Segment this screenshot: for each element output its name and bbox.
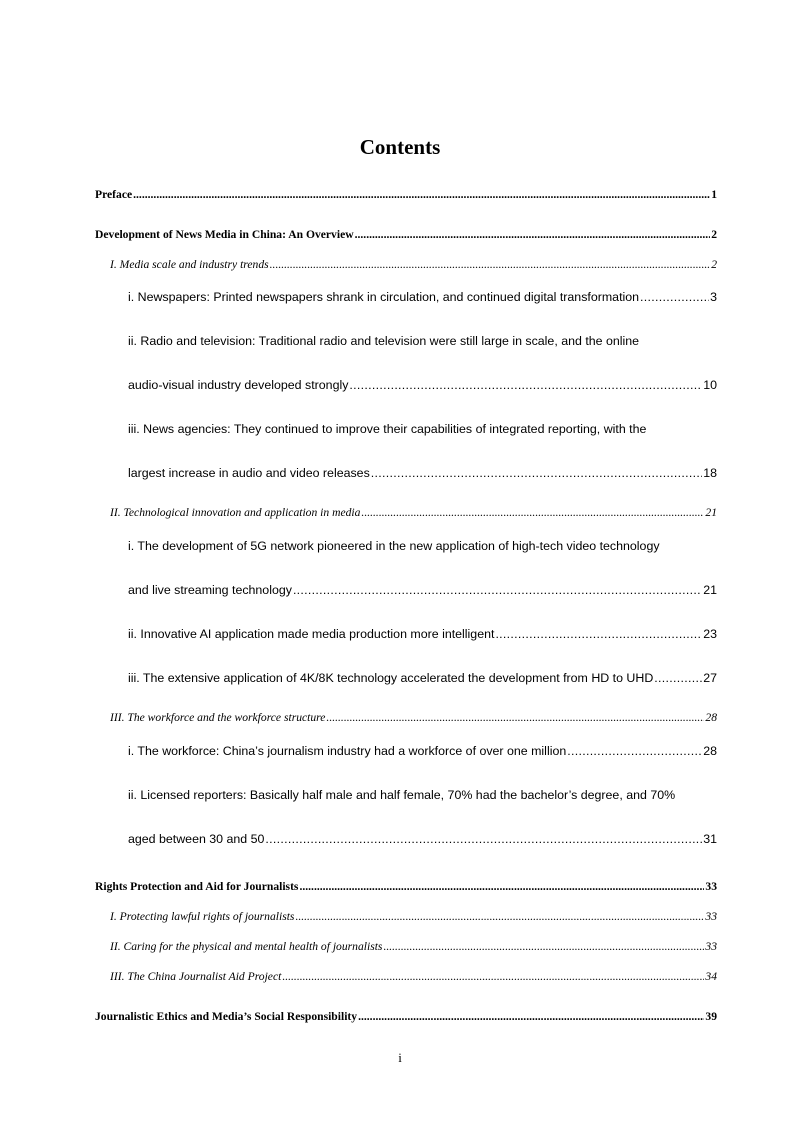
toc-entry-ai-application[interactable] bbox=[128, 627, 717, 641]
toc-entry-page: 21 bbox=[705, 506, 717, 519]
toc-entry-label: Journalistic Ethics and Media’s Social Responsibility bbox=[95, 1010, 358, 1023]
toc-entry-news-agencies-line2[interactable] bbox=[128, 466, 717, 480]
toc-entry-4k-8k[interactable] bbox=[128, 671, 717, 685]
toc-entry-label: ii. Innovative AI application made media production more intelligent bbox=[128, 627, 495, 641]
toc-entry-label: I. Media scale and industry trends bbox=[110, 258, 269, 271]
dot-leader bbox=[495, 627, 702, 641]
toc-entry-page: 10 bbox=[703, 378, 717, 392]
toc-entry-label: i. The development of 5G network pioneered in the new application of high-tech video technology bbox=[128, 539, 660, 553]
toc-entry-page: 3 bbox=[710, 290, 717, 304]
dot-leader bbox=[265, 832, 702, 846]
toc-entry-label: ii. Radio and television: Traditional radio and television were still large in scale, and the online bbox=[128, 334, 640, 348]
toc-entry-label: audio-visual industry developed strongly bbox=[128, 378, 349, 392]
toc-entry-page: 2 bbox=[711, 228, 717, 241]
dot-leader bbox=[299, 880, 704, 893]
toc-entry-page: 23 bbox=[703, 627, 717, 641]
toc-entry-label: II. Caring for the physical and mental health of journalists bbox=[110, 940, 383, 953]
toc-entry-label: Preface bbox=[95, 188, 133, 201]
dot-leader bbox=[567, 744, 702, 758]
toc-entry-page: 27 bbox=[703, 671, 717, 685]
toc-entry-aid-project[interactable] bbox=[110, 970, 717, 983]
toc-entry-label: largest increase in audio and video releases bbox=[128, 466, 370, 480]
toc-entry-label: I. Protecting lawful rights of journalists bbox=[110, 910, 295, 923]
dot-leader bbox=[282, 970, 704, 983]
toc-entry-health[interactable] bbox=[110, 940, 717, 953]
toc-entry-media-scale[interactable] bbox=[110, 258, 717, 271]
dot-leader bbox=[383, 940, 704, 953]
toc-entry-journalistic-ethics[interactable] bbox=[95, 1010, 717, 1023]
toc-entry-preface[interactable] bbox=[95, 188, 717, 201]
toc-entry-page: 21 bbox=[703, 583, 717, 597]
toc-entry-page: 33 bbox=[705, 940, 717, 953]
toc-entry-label: III. The China Journalist Aid Project bbox=[110, 970, 282, 983]
dot-leader bbox=[270, 258, 711, 271]
page-title: Contents bbox=[359, 135, 441, 159]
toc-entry-page: 39 bbox=[705, 1010, 717, 1023]
dot-leader bbox=[358, 1010, 704, 1023]
dot-leader bbox=[371, 466, 702, 480]
toc-entry-workforce-size[interactable] bbox=[128, 744, 717, 758]
page-number: i bbox=[398, 1050, 402, 1065]
dot-leader bbox=[654, 671, 702, 685]
toc-entry-licensed-reporters-line2[interactable] bbox=[128, 832, 717, 846]
toc-entry-label: aged between 30 and 50 bbox=[128, 832, 265, 846]
toc-entry-newspapers[interactable] bbox=[128, 290, 717, 304]
toc-entry-label: i. Newspapers: Printed newspapers shrank in circulation, and continued digital transformation bbox=[128, 290, 640, 304]
toc-entry-label: II. Technological innovation and application in media bbox=[110, 506, 361, 519]
dot-leader bbox=[133, 188, 710, 201]
toc-entry-5g-line1[interactable] bbox=[128, 539, 717, 553]
toc-entry-label: ii. Licensed reporters: Basically half male and half female, 70% had the bachelor’s degree, and 70% bbox=[128, 788, 676, 802]
toc-entry-page: 18 bbox=[703, 466, 717, 480]
toc-entry-page: 28 bbox=[705, 711, 717, 724]
dot-leader bbox=[295, 910, 704, 923]
toc-entry-page: 31 bbox=[703, 832, 717, 846]
dot-leader bbox=[349, 378, 702, 392]
toc-entry-label: Rights Protection and Aid for Journalists bbox=[95, 880, 299, 893]
toc-entry-news-agencies-line1[interactable] bbox=[128, 422, 717, 436]
dot-leader bbox=[326, 711, 704, 724]
toc-entry-licensed-reporters-line1[interactable] bbox=[128, 788, 717, 802]
dot-leader bbox=[355, 228, 711, 241]
toc-entry-label: iii. News agencies: They continued to improve their capabilities of integrated reporting, with the bbox=[128, 422, 647, 436]
toc-entry-news-media-overview[interactable] bbox=[95, 228, 717, 241]
toc-entry-tech-innovation[interactable] bbox=[110, 506, 717, 519]
toc-entry-label: iii. The extensive application of 4K/8K technology accelerated the development from HD to UHD bbox=[128, 671, 654, 685]
toc-entry-radio-tv-line2[interactable] bbox=[128, 378, 717, 392]
toc-entry-radio-tv-line1[interactable] bbox=[128, 334, 717, 348]
toc-entry-label: III. The workforce and the workforce structure bbox=[110, 711, 326, 724]
toc-entry-workforce[interactable] bbox=[110, 711, 717, 724]
toc-entry-label: Development of News Media in China: An Overview bbox=[95, 228, 354, 241]
toc-entry-5g-line2[interactable] bbox=[128, 583, 717, 597]
toc-entry-page: 2 bbox=[711, 258, 717, 271]
dot-leader bbox=[640, 290, 709, 304]
toc-entry-page: 28 bbox=[703, 744, 717, 758]
toc-entry-label: and live streaming technology bbox=[128, 583, 292, 597]
toc-entry-page: 33 bbox=[705, 910, 717, 923]
toc-entry-page: 1 bbox=[711, 188, 717, 201]
dot-leader bbox=[293, 583, 702, 597]
toc-entry-page: 34 bbox=[705, 970, 717, 983]
toc-entry-label: i. The workforce: China’s journalism industry had a workforce of over one million bbox=[128, 744, 567, 758]
dot-leader bbox=[361, 506, 704, 519]
toc-entry-page: 33 bbox=[705, 880, 717, 893]
toc-entry-lawful-rights[interactable] bbox=[110, 910, 717, 923]
toc-entry-rights-protection[interactable] bbox=[95, 880, 717, 893]
